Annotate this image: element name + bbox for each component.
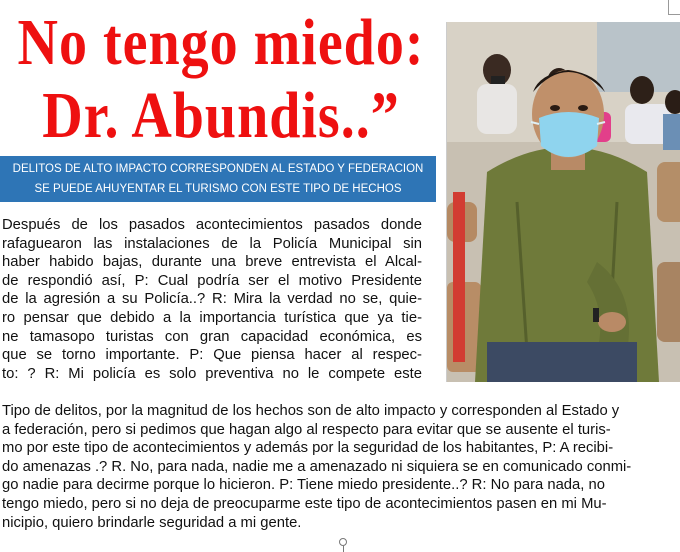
article-line: go nadie para decirme porque lo hicieron. P: Tiene miedo presidente..? R: No para nada, no — [2, 477, 605, 494]
article-line: de la agresión a su Policía..? R: Mira la verdad no se, quie- — [2, 291, 422, 308]
photo-man-with-face-mask[interactable] — [446, 22, 680, 382]
article-line: de respondió así, P: Cual podría ser el motivo Presidente — [2, 272, 422, 289]
banner-line-2: SE PUEDE AHUYENTAR EL TURISMO CON ESTE TIPO DE HECHOS — [34, 183, 402, 195]
article-line: Tipo de delitos, por la magnitud de los hechos son de alto impacto y corresponden al Estado y — [2, 403, 620, 419]
headline-line-2: Dr. Abundis..” — [42, 79, 400, 153]
headline-line-1: No tengo miedo: — [17, 6, 425, 80]
article-line: a federación, pero si pedimos que hagan algo al respecto para evitar que se ausente el turis- — [2, 421, 611, 438]
article-line: to: ? R: Mi policía es solo preventiva no le compete este — [2, 365, 422, 382]
article-line: rafaguearon las instalaciones de la Policía Municipal sin — [2, 235, 422, 252]
corner-mark-vertical — [668, 0, 669, 14]
article-full-width-text — [2, 402, 680, 532]
article-line: ro pensar que debido a la importancia turística que ya tie- — [2, 309, 422, 326]
article-line: haber habido bajas, durante una breve entrevista el Alcal- — [2, 254, 422, 271]
object-anchor-icon[interactable] — [339, 538, 347, 546]
article-line: tengo miedo, pero si no deja de preocuparme este tipo de acontecimientos pasen en mi Mu- — [2, 495, 607, 512]
subtitle-banner — [0, 156, 436, 202]
article-line: nicipio, quiero brindarle seguridad a mi gente. — [2, 514, 302, 531]
article-column-text — [2, 216, 422, 383]
photo-illustration — [447, 22, 680, 382]
article-line: ne tamasopo turistas con gran capacidad económica, es — [2, 328, 422, 345]
banner-line-1: DELITOS DE ALTO IMPACTO CORRESPONDEN AL ESTADO Y FEDERACION — [12, 163, 424, 175]
article-line: do amenazas .? R. No, para nada, nadie me a amenazado ni siquiera se en comunicado conmi- — [2, 458, 632, 475]
headline — [0, 6, 444, 152]
article-line: Después de los pasados acontecimientos pasados donde — [2, 217, 422, 233]
page-corner-mark — [446, 0, 680, 23]
corner-mark-horizontal — [668, 14, 680, 15]
article-line: mo por este tipo de acontecimientos y además por la seguridad de los habitantes, P: A recibi- — [2, 440, 614, 457]
article-line: que se torno importante. P: Que piensa hacer al respec- — [2, 347, 422, 364]
